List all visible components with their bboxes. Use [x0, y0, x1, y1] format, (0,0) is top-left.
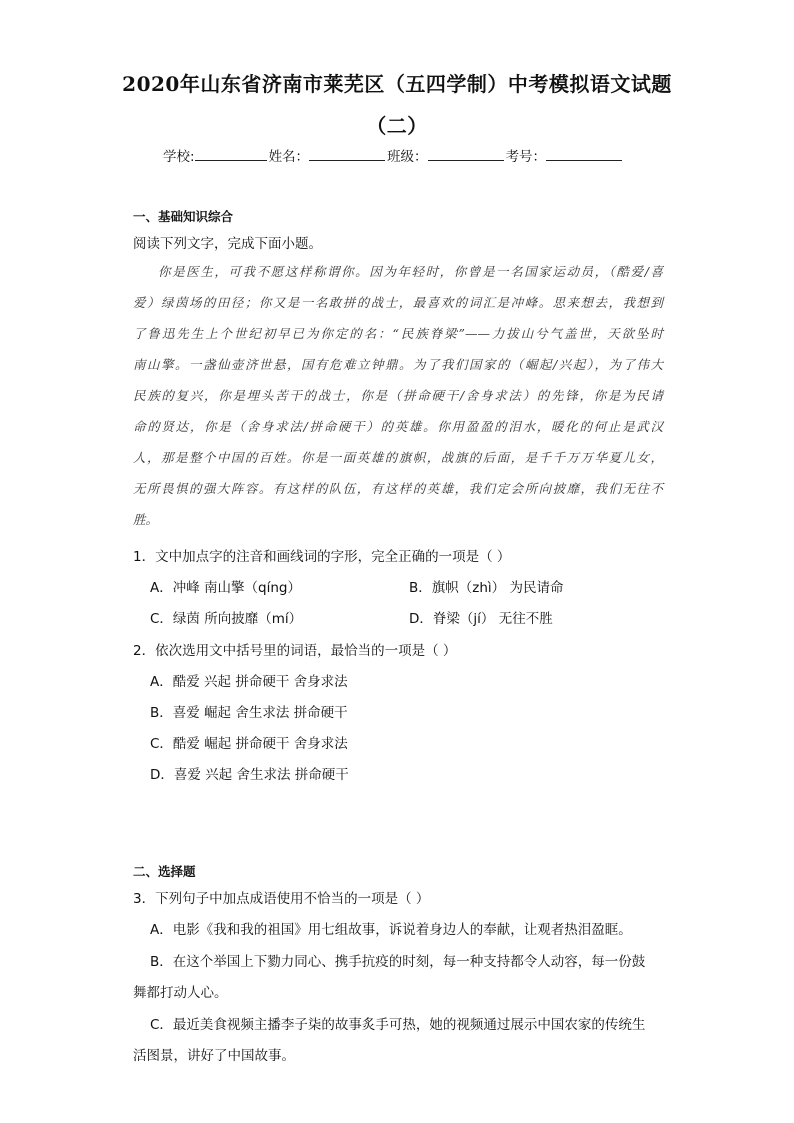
class-label: 班级： — [387, 149, 428, 165]
q2-option-b[interactable]: B．喜爱 崛起 舍生求法 拼命硬干 — [150, 705, 348, 721]
passage-line: 了鲁迅先生上个世纪初早已为你定的名：“民族脊梁”——力拔山兮气盖世，天欲坠时 — [133, 326, 663, 341]
passage-line: 人，那是整个中国的百姓。你是一面英雄的旗帜，战旗的后面，是千千万万华夏儿女， — [133, 450, 663, 465]
school-label: 学校: — [163, 149, 195, 165]
name-field[interactable] — [309, 146, 385, 161]
q1-option-c[interactable]: C．绿茵 所向披靡（mí） — [150, 611, 303, 627]
passage-line: 民族的复兴，你是埋头苦干的战士，你是（拼命硬干/舍身求法）的先锋，你是为民请 — [133, 388, 663, 403]
question-2-stem: 2．依次选用文中括号里的词语，最恰当的一项是（ ） — [133, 643, 457, 659]
q2-option-a[interactable]: A．酷爱 兴起 拼命硬干 舍身求法 — [150, 674, 348, 690]
exam-number-field[interactable] — [546, 146, 622, 161]
section-heading-1: 一、基础知识综合 — [133, 209, 234, 224]
q1-option-a[interactable]: A．冲峰 南山擎（qíng） — [150, 580, 301, 596]
school-field[interactable] — [195, 146, 267, 161]
q3-option-a[interactable]: A．电影《我和我的祖国》用七组故事，诉说着身边人的奉献，让观者热泪盈眶。 — [150, 922, 632, 938]
question-1-stem: 1．文中加点字的注音和画线词的字形，完全正确的一项是（ ） — [133, 549, 511, 565]
section-heading-2: 二、选择题 — [133, 864, 196, 879]
q2-option-d[interactable]: D．喜爱 兴起 舍生求法 拼命硬干 — [150, 767, 349, 783]
passage-line: 胜。 — [133, 512, 159, 527]
q1-option-d[interactable]: D．脊梁（jí） 无往不胜 — [409, 611, 553, 627]
q3-option-b[interactable]: B．在这个举国上下勠力同心、携手抗疫的时刻，每一种支持都令人动容，每一份鼓 — [150, 954, 646, 970]
exam-title-line2: （二） — [366, 114, 428, 138]
passage-line: 无所畏惧的强大阵容。有这样的队伍，有这样的英雄，我们定会所向披靡，我们无往不 — [133, 481, 663, 496]
passage-line: 南山擎。一盏仙壶济世悬，国有危难立钟鼎。为了我们国家的（崛起/兴起），为了伟大 — [133, 357, 663, 372]
exam-title: 2020年山东省济南市莱芜区（五四学制）中考模拟语文试题 — [122, 72, 672, 96]
q3-option-b-continued: 舞都打动人心。 — [133, 985, 228, 1001]
name-label: 姓名： — [268, 149, 310, 165]
question-3-stem: 3．下列句子中加点成语使用不恰当的一项是（ ） — [133, 891, 430, 907]
passage-line: 爱）绿茵场的田径；你又是一名敢拼的战士，最喜欢的词汇是冲峰。思来想去，我想到 — [133, 295, 663, 310]
q3-option-c[interactable]: C．最近美食视频主播李子柒的故事炙手可热，她的视频通过展示中国农家的传统生 — [150, 1017, 646, 1033]
q3-option-c-continued: 活图景，讲好了中国故事。 — [133, 1048, 295, 1064]
exam-number-label: 考号： — [505, 149, 547, 165]
q1-option-b[interactable]: B．旗帜（zhì） 为民请命 — [409, 580, 564, 596]
student-info-row — [163, 145, 624, 165]
q2-option-c[interactable]: C．酷爱 崛起 拼命硬干 舍身求法 — [150, 736, 348, 752]
passage-line: 你是医生，可我不愿这样称谓你。因为年轻时，你曾是一名国家运动员，（酷爱/喜 — [158, 264, 663, 279]
passage-line: 命的贤达，你是（舍身求法/拼命硬干）的英雄。你用盈盈的泪水，暖化的何止是武汉 — [133, 419, 663, 434]
reading-instruction: 阅读下列文字，完成下面小题。 — [133, 236, 322, 252]
class-field[interactable] — [428, 146, 504, 161]
